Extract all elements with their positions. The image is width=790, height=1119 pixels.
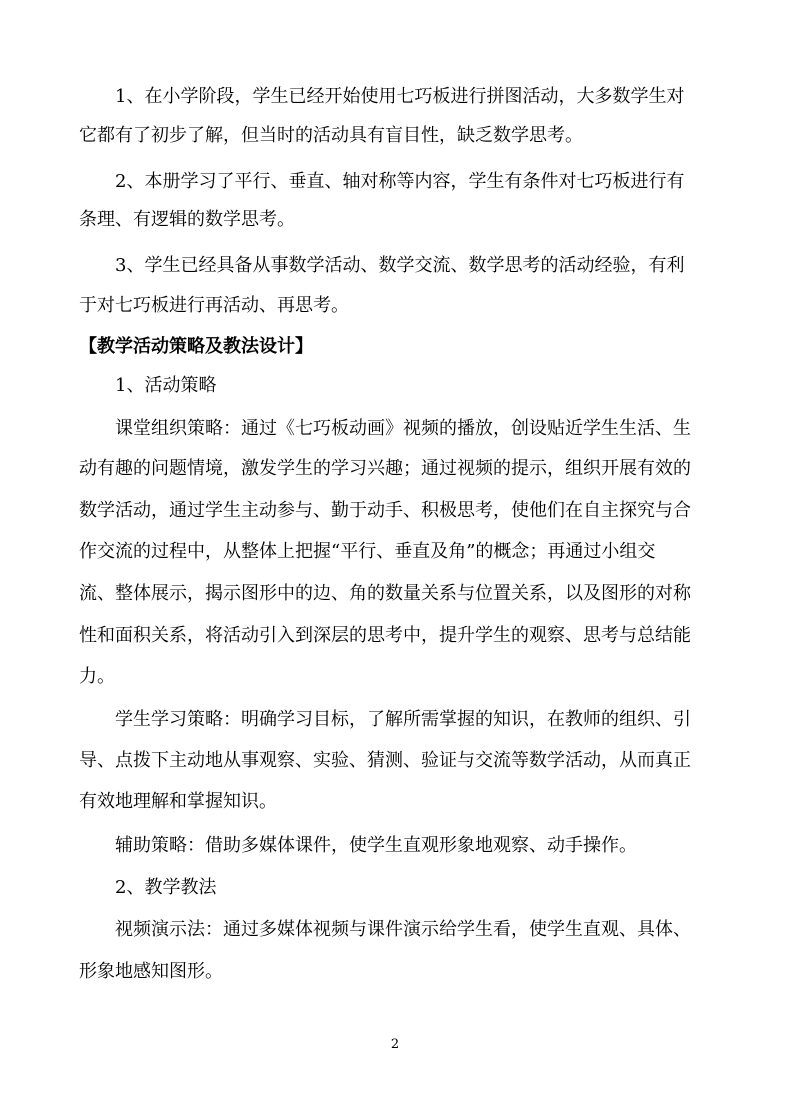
paragraph-line: 3、学生已经具备从事数学活动、数学交流、数学思考的活动经验，有利 [115, 255, 685, 276]
paragraph-line: 2、本册学习了平行、垂直、轴对称等内容，学生有条件对七巧板进行有 [115, 171, 685, 192]
paragraph-line: 流、整体展示，揭示图形中的边、角的数量关系与位置关系，以及图形的对称 [79, 583, 691, 604]
paragraph-line: 动有趣的问题情境，激发学生的学习兴趣；通过视频的提示，组织开展有效的 [79, 458, 691, 479]
paragraph-line: 性和面积关系，将活动引入到深层的思考中，提升学生的观察、思考与总结能 [79, 625, 691, 646]
paragraph-line: 形象地感知图形。 [79, 961, 223, 982]
paragraph-line: 视频演示法：通过多媒体视频与课件演示给学生看，使学生直观、具体、 [115, 919, 691, 940]
paragraph-line: 作交流的过程中，从整体上把握“平行、垂直及角”的概念；再通过小组交 [79, 541, 656, 562]
paragraph-line: 它都有了初步了解，但当时的活动具有盲目性，缺乏数学思考。 [79, 125, 583, 146]
paragraph-line: 课堂组织策略：通过《七巧板动画》视频的播放，创设贴近学生生活、生 [115, 418, 691, 439]
paragraph-line: 有效地理解和掌握知识。 [79, 791, 277, 812]
paragraph-line: 于对七巧板进行再活动、再思考。 [79, 295, 349, 316]
paragraph-line: 1、在小学阶段，学生已经开始使用七巧板进行拼图活动，大多数学生对 [115, 86, 685, 107]
section-heading: 【教学活动策略及教法设计】 [79, 336, 313, 357]
page-number: 2 [390, 1037, 400, 1052]
paragraph-line: 学生学习策略：明确学习目标，了解所需掌握的知识，在教师的组织、引 [115, 709, 691, 730]
subsection-heading: 2、教学教法 [115, 877, 217, 898]
paragraph-line: 导、点拨下主动地从事观察、实验、猜测、验证与交流等数学活动，从而真正 [79, 750, 691, 771]
subsection-heading: 1、活动策略 [115, 375, 217, 396]
paragraph-line: 条理、有逻辑的数学思考。 [79, 209, 295, 230]
paragraph-line: 辅助策略：借助多媒体课件，使学生直观形象地观察、动手操作。 [115, 835, 637, 856]
paragraph-line: 力。 [79, 666, 115, 687]
paragraph-line: 数学活动，通过学生主动参与、勤于动手、积极思考，使他们在自主探究与合 [79, 500, 691, 521]
